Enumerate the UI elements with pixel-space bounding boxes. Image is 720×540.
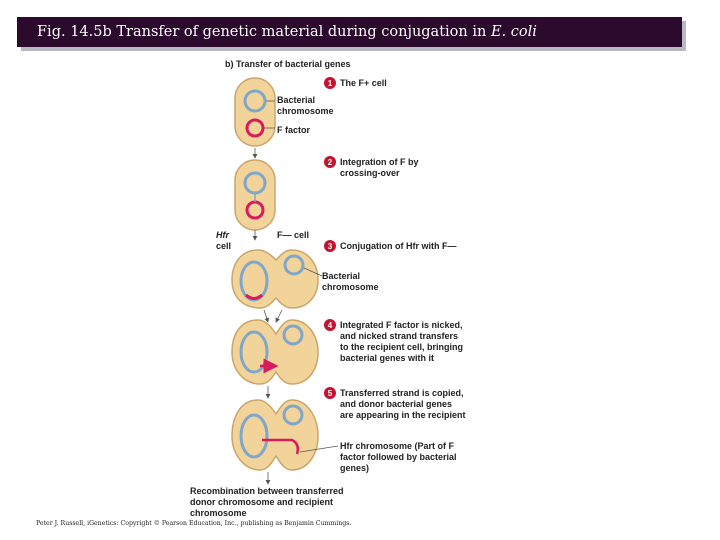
- step-5-line-3: are appearing in the recipient: [340, 410, 466, 420]
- step-1-line-1: The F+ cell: [340, 78, 387, 88]
- recombination-line-2: donor chromosome and recipient: [190, 497, 334, 507]
- step-4-line-1: Integrated F factor is nicked,: [340, 320, 463, 330]
- recombination-line-3: chromosome: [190, 508, 247, 518]
- step-5-line-1: Transferred strand is copied,: [340, 388, 464, 398]
- label-chromosome-2: chromosome: [322, 282, 379, 292]
- cell-stage-3: [232, 250, 318, 308]
- step-number-1: 1: [327, 79, 333, 88]
- step-3-line-1: Conjugation of Hfr with F—: [340, 241, 457, 251]
- step-badges: [324, 77, 336, 399]
- step-number-3: 3: [327, 242, 333, 251]
- step-2-line-1: Integration of F by: [340, 157, 419, 167]
- title-species-text: E. coli: [490, 24, 537, 40]
- figure-heading: b) Transfer of bacterial genes: [225, 59, 351, 69]
- step-2-line-2: crossing-over: [340, 168, 400, 178]
- label-bacterial-1: Bacterial: [277, 95, 316, 105]
- label-bacterial-2: Bacterial: [322, 271, 361, 281]
- copyright-footer: Peter J. Russell, iGenetics: Copyright © Pearson Education, Inc., publishing as Benjamin Cummings.: [36, 520, 352, 527]
- title-main-text: Fig. 14.5b Transfer of genetic material during conjugation in: [37, 24, 491, 40]
- step-4-line-4: bacterial genes with it: [340, 353, 435, 363]
- step-number-2: 2: [327, 158, 333, 167]
- cell-stage-5: [232, 400, 318, 470]
- label-hfr: Hfr: [216, 230, 229, 240]
- cell-stage-2: [235, 160, 275, 230]
- cell-stage-1: [235, 78, 275, 146]
- step-5-line-2: and donor bacterial genes: [340, 399, 453, 409]
- recombination-line-1: Recombination between transferred: [190, 486, 344, 496]
- hfr-note-line-3: genes): [340, 463, 370, 473]
- step-number-5: 5: [327, 389, 333, 398]
- label-hfr-cell: cell: [216, 241, 232, 251]
- cell-stage-4: [232, 320, 318, 384]
- label-chromosome-1: chromosome: [277, 106, 334, 116]
- step-4-line-2: and nicked strand transfers: [340, 331, 459, 341]
- hfr-note-line-2: factor followed by bacterial: [340, 452, 457, 462]
- hfr-note-line-1: Hfr chromosome (Part of F: [340, 441, 455, 451]
- step-number-4: 4: [327, 321, 333, 330]
- step-4-line-3: to the recipient cell, bringing: [340, 342, 464, 352]
- label-f-factor: F factor: [277, 125, 311, 135]
- label-f-minus-cell: F— cell: [277, 230, 310, 240]
